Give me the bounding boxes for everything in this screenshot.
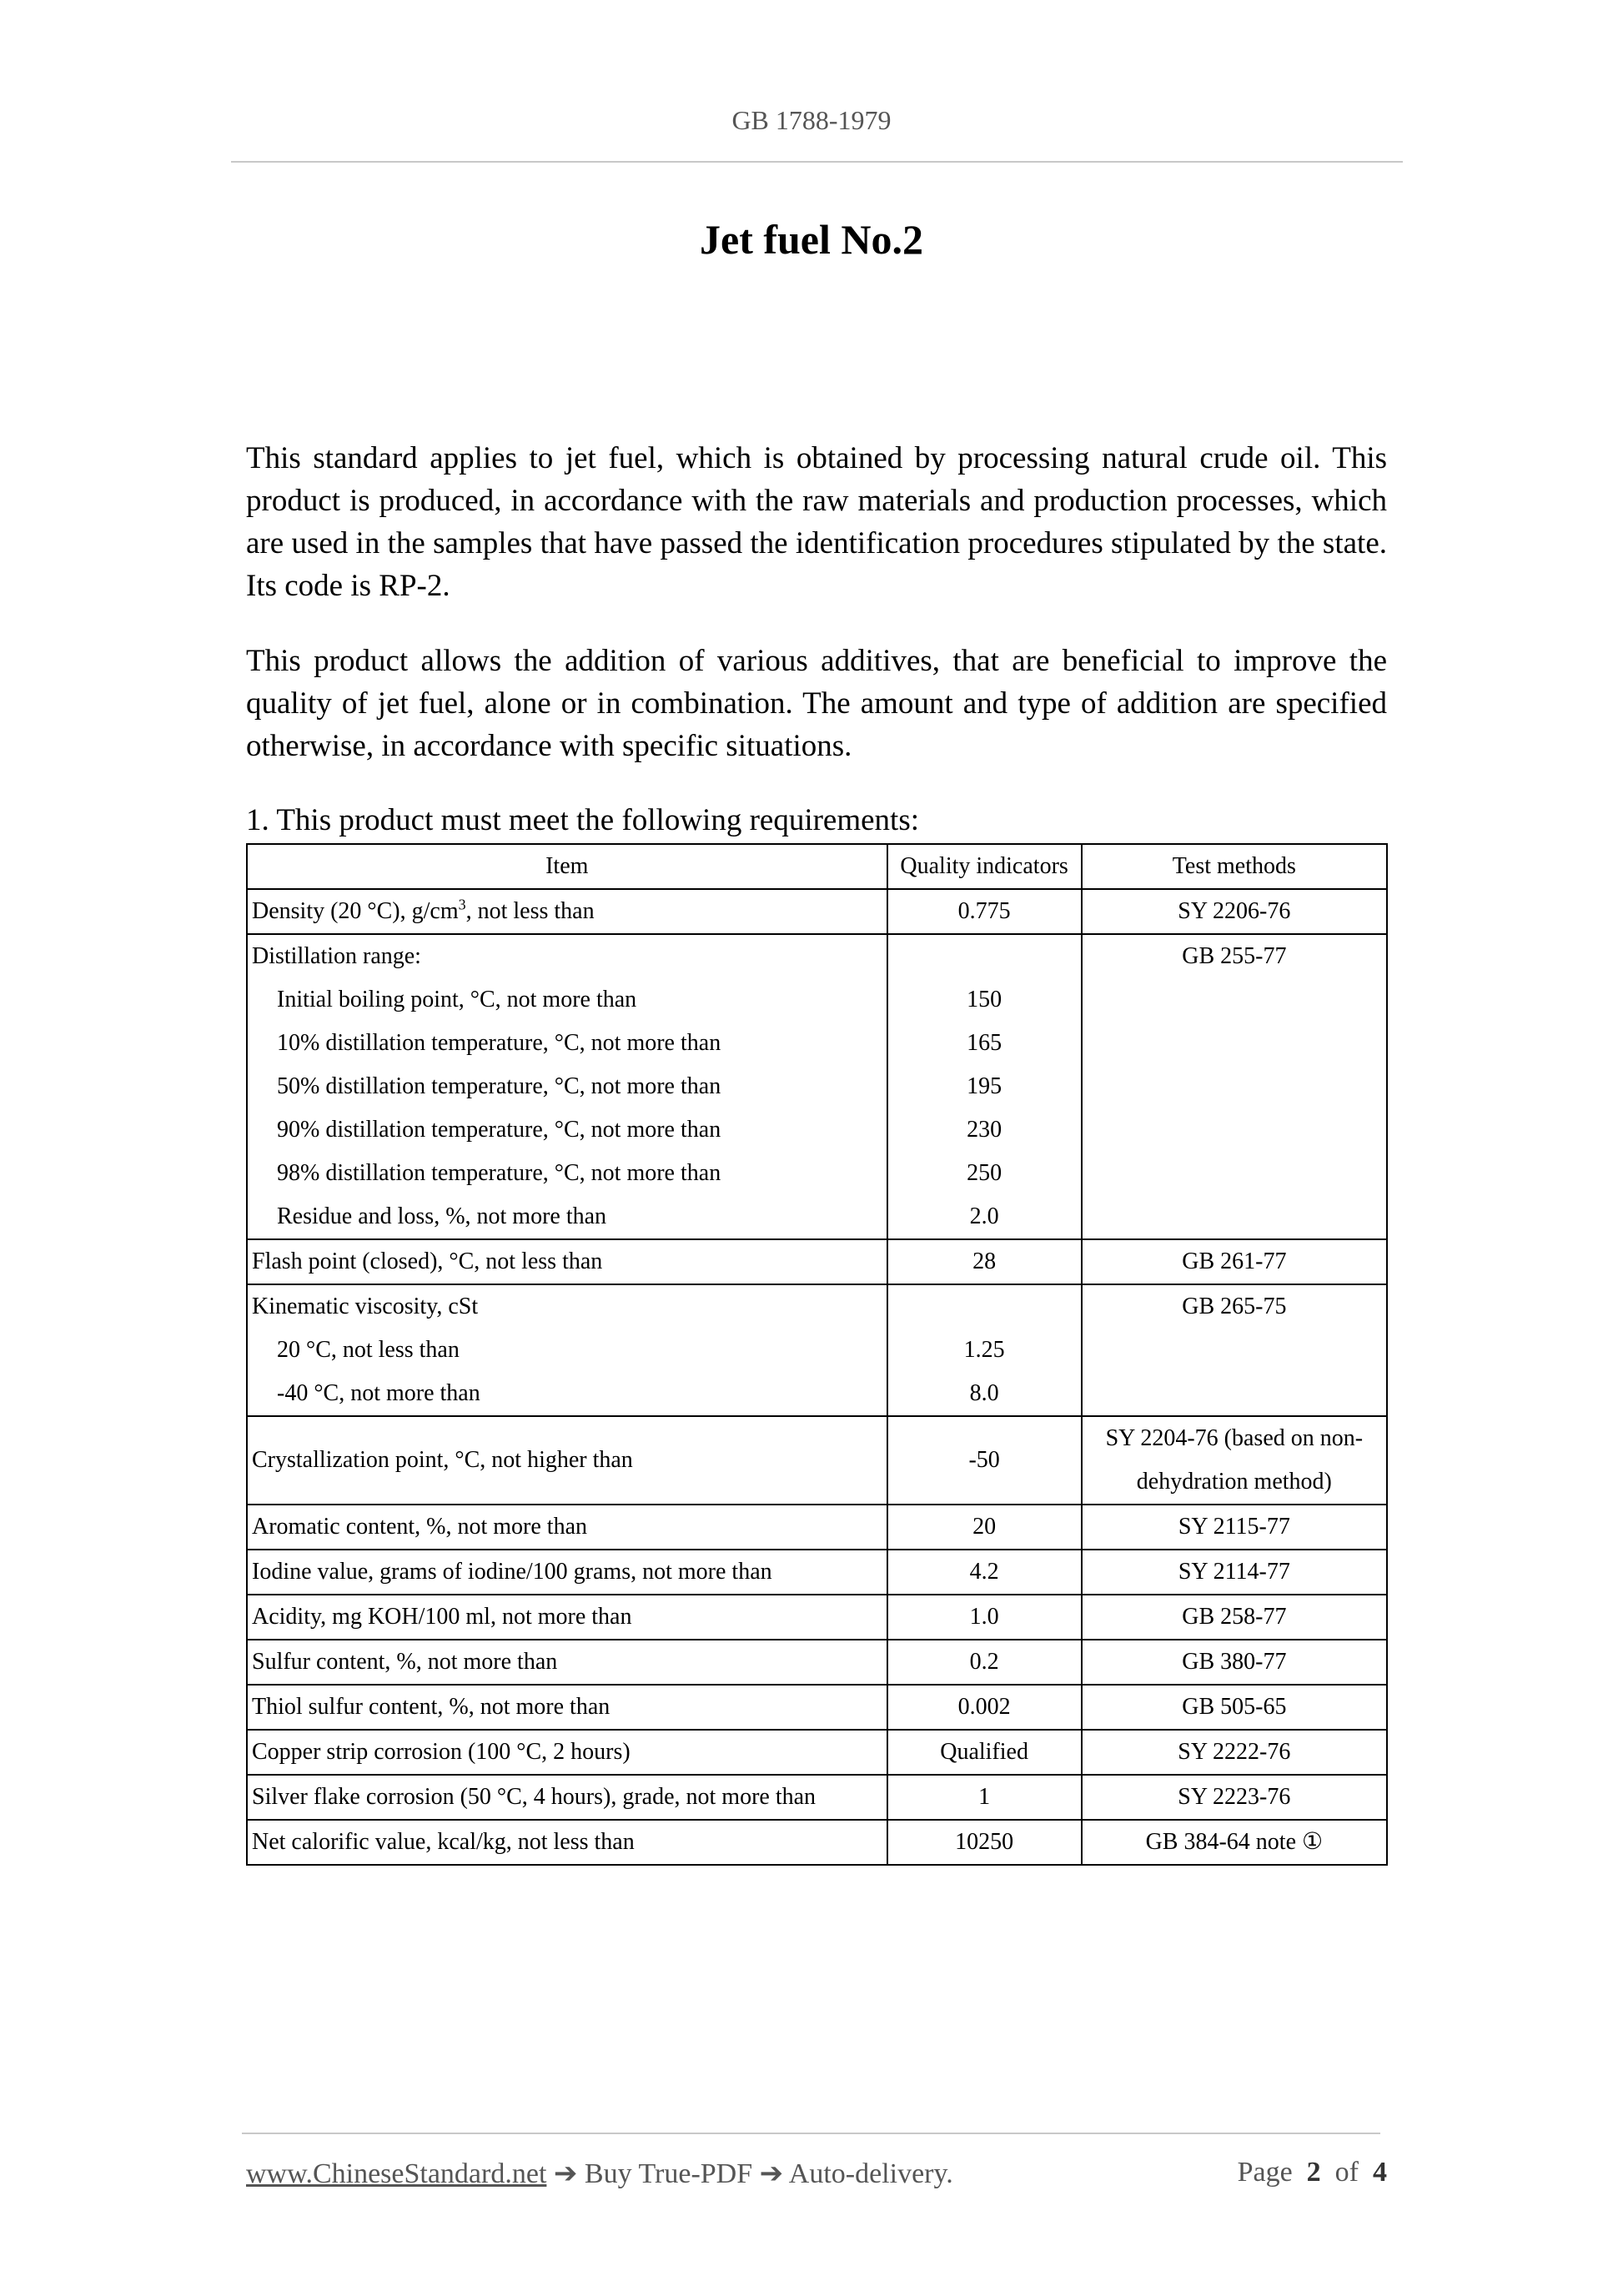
distillation-subitem: Residue and loss, %, not more than [277, 1203, 607, 1229]
table-row [247, 1505, 1387, 1550]
density-suffix: , not less than [465, 898, 595, 924]
arrow-icon: ➔ [553, 2158, 578, 2189]
distillation-value: 150 [967, 987, 1002, 1012]
item-cell: Copper strip corrosion (100 °C, 2 hours) [247, 1730, 887, 1775]
value-cell: Qualified [887, 1730, 1082, 1775]
scope-paragraph: This standard applies to jet fuel, which is obtained by processing natural crude oil. This product is produced, in accordance with the raw materials and production processes, which are used in the samples that have passed the identification procedures stipulated by the state. Its code is RP-2. [246, 441, 1387, 603]
table-row [247, 1685, 1387, 1730]
method-cell: SY 2114-77 [1082, 1550, 1387, 1595]
table-row [247, 1640, 1387, 1685]
table-row [247, 1595, 1387, 1640]
viscosity-label: Kinematic viscosity, cSt [252, 1294, 479, 1319]
distillation-value: 165 [967, 1030, 1002, 1056]
value-cell [887, 934, 1082, 1239]
value-cell: -50 [887, 1416, 1082, 1505]
header-test-methods: Test methods [1082, 844, 1387, 889]
value-cell: 1 [887, 1775, 1082, 1820]
requirements-heading: 1. This product must meet the following requirements: [246, 803, 920, 837]
viscosity-method: GB 265-75 [1182, 1294, 1287, 1319]
header-item: Item [247, 844, 887, 889]
method-cell: SY 2206-76 [1082, 889, 1387, 934]
method-cell [1082, 934, 1387, 1239]
distillation-subitem: 50% distillation temperature, °C, not more than [277, 1073, 721, 1099]
distillation-subitem: 90% distillation temperature, °C, not more than [277, 1117, 721, 1143]
value-cell: 0.002 [887, 1685, 1082, 1730]
additives-paragraph: This product allows the addition of various additives, that are beneficial to improve the quality of jet fuel, alone or in combination. The amount and type of addition are specified otherwise, in accordance with specific situations. [246, 644, 1387, 763]
distillation-value: 250 [967, 1160, 1002, 1186]
document-title: Jet fuel No.2 [700, 216, 923, 263]
item-cell [247, 1284, 887, 1416]
distillation-value: 195 [967, 1073, 1002, 1099]
table-row [247, 889, 1387, 934]
viscosity-subitem: -40 °C, not more than [277, 1380, 480, 1406]
distillation-value: 2.0 [969, 1203, 999, 1229]
value-cell: 4.2 [887, 1550, 1082, 1595]
item-cell: Crystallization point, °C, not higher than [247, 1416, 887, 1505]
table-row [247, 1550, 1387, 1595]
distillation-value: 230 [967, 1117, 1002, 1143]
table-row [247, 1416, 1387, 1505]
crystallization-method-line1: SY 2204-76 (based on non- [1105, 1425, 1364, 1451]
table-row [247, 1284, 1387, 1416]
method-cell: SY 2223-76 [1082, 1775, 1387, 1820]
document-code-header: GB 1788-1979 [731, 105, 892, 135]
footer-links [246, 2157, 953, 2190]
item-cell: Aromatic content, %, not more than [247, 1505, 887, 1550]
value-cell: 0.2 [887, 1640, 1082, 1685]
page-indicator [1238, 2157, 1387, 2188]
page-label: Page [1237, 2157, 1293, 2188]
table-row [247, 1239, 1387, 1284]
item-cell: Sulfur content, %, not more than [247, 1640, 887, 1685]
item-cell: Iodine value, grams of iodine/100 grams, not more than [247, 1550, 887, 1595]
method-cell: SY 2115-77 [1082, 1505, 1387, 1550]
viscosity-value: 8.0 [969, 1380, 999, 1406]
page-current: 2 [1306, 2157, 1321, 2188]
distillation-subitem: 98% distillation temperature, °C, not more than [277, 1160, 721, 1186]
table-row [247, 1775, 1387, 1820]
distillation-label: Distillation range: [252, 943, 421, 969]
item-cell: Silver flake corrosion (50 °C, 4 hours), grade, not more than [247, 1775, 887, 1820]
density-label: Density (20 °C), g/cm [252, 898, 459, 924]
website-link[interactable]: www.ChineseStandard.net [246, 2158, 547, 2189]
value-cell: 0.775 [887, 889, 1082, 934]
table-header-row [247, 844, 1387, 889]
item-cell [247, 889, 887, 934]
requirements-table [246, 843, 1388, 1866]
page-total: 4 [1373, 2157, 1387, 2188]
table-row [247, 1730, 1387, 1775]
item-cell [247, 934, 887, 1239]
method-cell: GB 258-77 [1082, 1595, 1387, 1640]
method-cell [1082, 1416, 1387, 1505]
item-cell: Flash point (closed), °C, not less than [247, 1239, 887, 1284]
value-cell: 20 [887, 1505, 1082, 1550]
header-divider [231, 161, 1403, 163]
method-cell: GB 261-77 [1082, 1239, 1387, 1284]
method-cell [1082, 1284, 1387, 1416]
header-quality-indicators: Quality indicators [887, 844, 1082, 889]
crystallization-method-line2: dehydration method) [1136, 1469, 1332, 1495]
footer-divider [242, 2133, 1380, 2134]
distillation-subitem: Initial boiling point, °C, not more than [277, 987, 637, 1012]
distillation-method: GB 255-77 [1182, 943, 1287, 969]
viscosity-value: 1.25 [963, 1337, 1005, 1363]
value-cell [887, 1284, 1082, 1416]
method-cell: GB 384-64 note ① [1082, 1820, 1387, 1865]
method-cell: GB 505-65 [1082, 1685, 1387, 1730]
value-cell: 1.0 [887, 1595, 1082, 1640]
item-cell: Acidity, mg KOH/100 ml, not more than [247, 1595, 887, 1640]
page-of-label: of [1334, 2157, 1359, 2188]
item-cell: Net calorific value, kcal/kg, not less than [247, 1820, 887, 1865]
table-row [247, 934, 1387, 1239]
item-cell: Thiol sulfur content, %, not more than [247, 1685, 887, 1730]
value-cell: 10250 [887, 1820, 1082, 1865]
auto-delivery-text: Auto-delivery. [788, 2158, 953, 2189]
table-row [247, 1820, 1387, 1865]
value-cell: 28 [887, 1239, 1082, 1284]
viscosity-subitem: 20 °C, not less than [277, 1337, 460, 1363]
method-cell: GB 380-77 [1082, 1640, 1387, 1685]
density-superscript: 3 [458, 896, 466, 913]
method-cell: SY 2222-76 [1082, 1730, 1387, 1775]
buy-true-pdf-link[interactable]: Buy True-PDF [584, 2158, 753, 2189]
arrow-icon: ➔ [759, 2158, 784, 2189]
distillation-subitem: 10% distillation temperature, °C, not more than [277, 1030, 721, 1056]
